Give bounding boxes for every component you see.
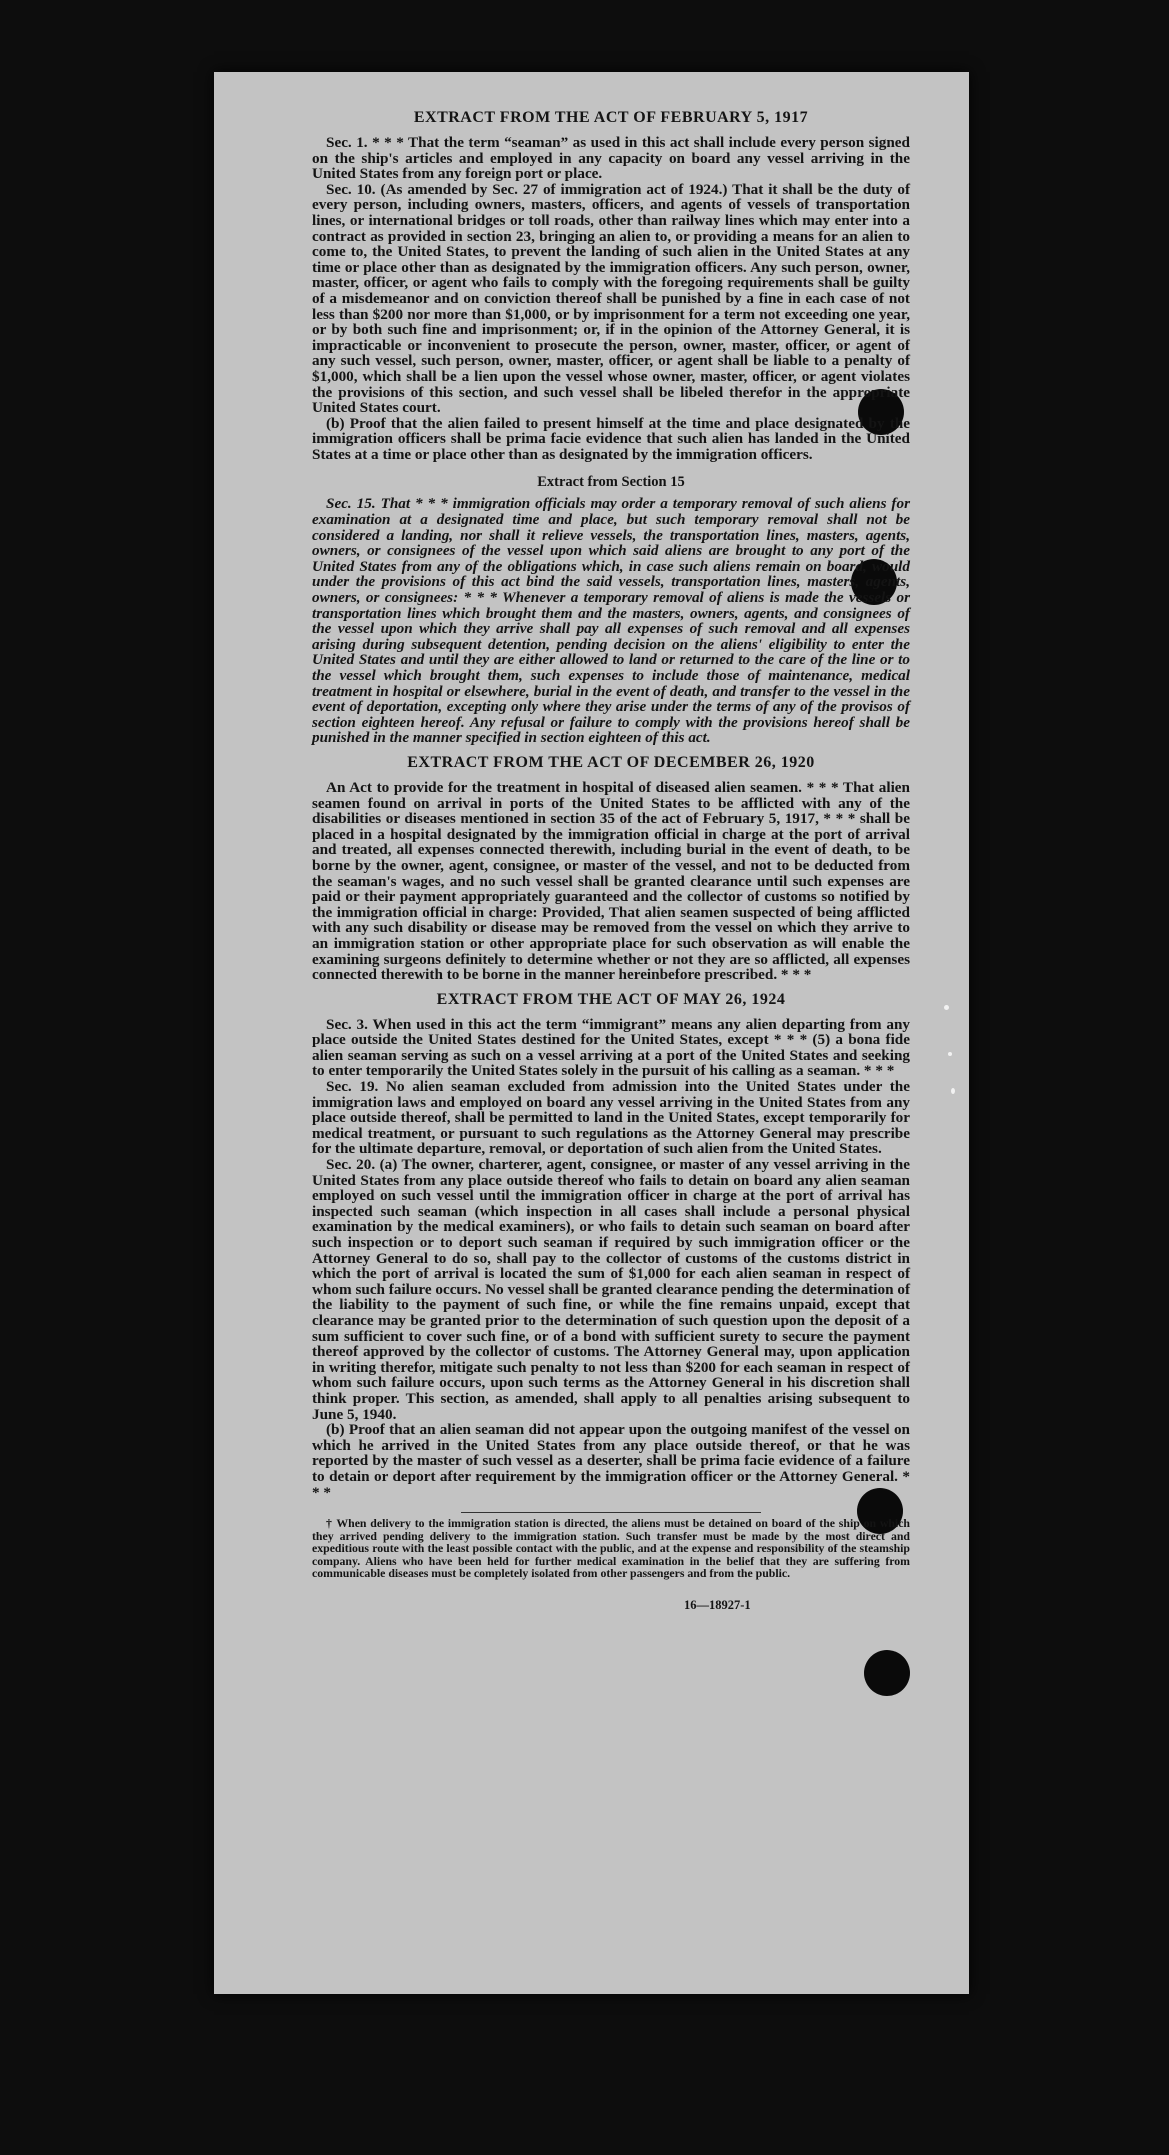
paragraph-sec-3: Sec. 3. When used in this act the term “immigrant” means any alien departing from any place outside the United States destined for the United States, except * * * (5) a bona fide alien seaman serving as such on a vessel arriving at a port of the United States and seeking to enter temporarily the United States solely in the pursuit of his calling as a seaman. * * *	[312, 1015, 910, 1080]
document-body	[312, 109, 910, 1613]
paragraph-sec-15: Sec. 15. That * * * immigration officials may order a temporary removal of such aliens for examination at a designated time and place, but such temporary removal shall not be considered a landing, nor shall it relieve vessels, the transportation lines, masters, agents, owners, or consignees of the vessel upon which said aliens are brought to any port of the United States from any of the obligations which, in case such aliens remain on board, would under the provisions of this act bind the said vessels, transportation lines, masters, agents, owners, or consignees: * * * Whenever a temporary removal of aliens is made the vessels or transportation lines which brought them and the masters, owners, agents, and consignees of the vessel upon which they arrive shall pay all expenses of such removal and all expenses arising during subsequent detention, pending decision on the aliens' eligibility to enter the United States and until they are either allowed to land or returned to the care of the line or to the vessel which brought them, such expenses to include those of maintenance, medical treatment in hospital or elsewhere, burial in the event of death, and transfer to the vessel in the event of deportation, excepting only where they arise under the terms of any of the provisos of section eighteen hereof. Any refusal or failure to comply with the provisions hereof shall be punished in the manner specified in section eighteen of this act.	[312, 495, 910, 747]
footnote-divider	[461, 1512, 761, 1513]
heading-act-1920: EXTRACT FROM THE ACT OF DECEMBER 26, 1920	[407, 753, 815, 771]
paragraph-sec-10: Sec. 10. (As amended by Sec. 27 of immigration act of 1924.) That it shall be the duty of every person, including owners, masters, officers, and agents of vessels of transportation lines, or international bridges or toll roads, other than railway lines which may enter into a contract as provided in section 23, bringing an alien to, or providing a means for an alien to come to, the United States, to prevent the landing of such alien in the United States at any time or place other than as designated by the immigration officers. Any such person, owner, master, officer, or agent who fails to comply with the foregoing requirements shall be guilty of a misdemeanor and on conviction thereof shall be punished by a fine in each case of not less than $200 nor more than $1,000, or by imprisonment for a term not exceeding one year, or by both such fine and imprisonment; or, if in the opinion of the Attorney General, it is impracticable or inconvenient to prosecute the person, owner, master, officer, or agent of any such vessel, such person, owner, master, officer, or agent shall be liable to a penalty of $1,000, which shall be a lien upon the vessel whose owner, master, officer, or agent violates the provisions of this section, and such vessel shall be libeled therefor in the appropriate United States court.	[312, 180, 910, 417]
paragraph-sec-19: Sec. 19. No alien seaman excluded from admission into the United States under the immigration laws and employed on board any vessel arriving in the United States from any place outside thereof, shall be permitted to land in the United States, except temporarily for medical treatment, or pursuant to such regulations as the Attorney General may prescribe for the ultimate departure, removal, or deportation of such alien from the United States.	[312, 1078, 910, 1158]
footnote: † When delivery to the immigration station is directed, the aliens must be detained on board of the ship on which they arrived pending delivery to the immigration station. Such transfer must be made by the most direct and expeditious route with the least possible contact with the public, and at the expense and responsibility of the steamship company. Aliens who have been held for further medical examination in the belief that they are suffering from communicable diseases must be completely isolated from other passengers and from the public.	[312, 1516, 910, 1581]
paragraph-act-1920: An Act to provide for the treatment in hospital of diseased alien seamen. * * * That alien seamen found on arrival in ports of the United States to be afflicted with any of the disabilities or diseases mentioned in section 35 of the act of February 5, 1917, * * * shall be placed in a hospital designated by the immigration official in charge at the port of arrival and treated, all expenses connected therewith, including burial in the event of death, to be borne by the owner, agent, consignee, or master of the vessel, and not to be deducted from the seaman's wages, and no such vessel shall be granted clearance until such expenses are paid or their payment appropriately guaranteed and the collector of customs so notified by the immigration official in charge: Provided, That alien seamen suspected of being afflicted with any such disability or disease may be removed from the vessel on which they arrive to an immigration station or other appropriate place for such observation as will enable the examining surgeons definitely to determine whether or not they are so afflicted, all expenses connected therewith to be borne in the manner hereinbefore prescribed. * * *	[312, 778, 910, 984]
heading-act-1917: EXTRACT FROM THE ACT OF FEBRUARY 5, 1917	[413, 109, 809, 126]
heading-section-15: Extract from Section 15	[537, 474, 685, 491]
film-speck	[951, 1088, 955, 1094]
film-speck	[948, 1052, 952, 1056]
document-number: 16—18927-1	[684, 1598, 751, 1613]
film-speck	[944, 1005, 949, 1010]
paragraph-sec-10-b: (b) Proof that the alien failed to present himself at the time and place designated by the immigration officers shall be prima facie evidence that such alien has landed in the United States at a time or place other than as designated by the immigration officers.	[312, 414, 910, 463]
punch-hole	[864, 1650, 910, 1696]
document-sheet	[214, 72, 969, 1994]
paragraph-sec-20-b: (b) Proof that an alien seaman did not appear upon the outgoing manifest of the vessel on which he arrived in the United States from any place outside thereof, or that he was reported by the master of such vessel as a deserter, shall be prima facie evidence of a failure to detain or deport after requirement by the immigration officer or the Attorney General. * * *	[312, 1421, 910, 1501]
heading-act-1924: EXTRACT FROM THE ACT OF MAY 26, 1924	[436, 990, 786, 1008]
paragraph-sec-1: Sec. 1. * * * That the term “seaman” as used in this act shall include every person signed on the ship's articles and employed in any capacity on board any vessel arriving in the United States from any foreign port or place.	[312, 134, 910, 183]
paragraph-sec-20: Sec. 20. (a) The owner, charterer, agent, consignee, or master of any vessel arriving in the United States from any place outside thereof who fails to detain on board any alien seaman employed on such vessel until the immigration officer in charge at the port of arrival has inspected such seaman (which inspection in all cases shall include a personal physical examination by the medical examiners), or who fails to detain such seaman on board after such inspection or to deport such seaman if required by such immigration officer or the Attorney General to do so, shall pay to the collector of customs of the customs district in which the port of arrival is located the sum of $1,000 for each alien seaman in respect of whom such failure occurs. No vessel shall be granted clearance pending the determination of the liability to the payment of such fine, or while the fine remains unpaid, except that clearance may be granted prior to the determination of such question upon the deposit of a sum sufficient to cover such fine, or of a bond with sufficient surety to secure the payment thereof approved by the collector of customs. The Attorney General may, upon application in writing therefor, mitigate such penalty to not less than $200 for each seaman in respect of whom such failure occurs, upon such terms as the Attorney General in his discretion shall think proper. This section, as amended, shall apply to all penalties arising subsequent to June 5, 1940.	[312, 1156, 910, 1423]
